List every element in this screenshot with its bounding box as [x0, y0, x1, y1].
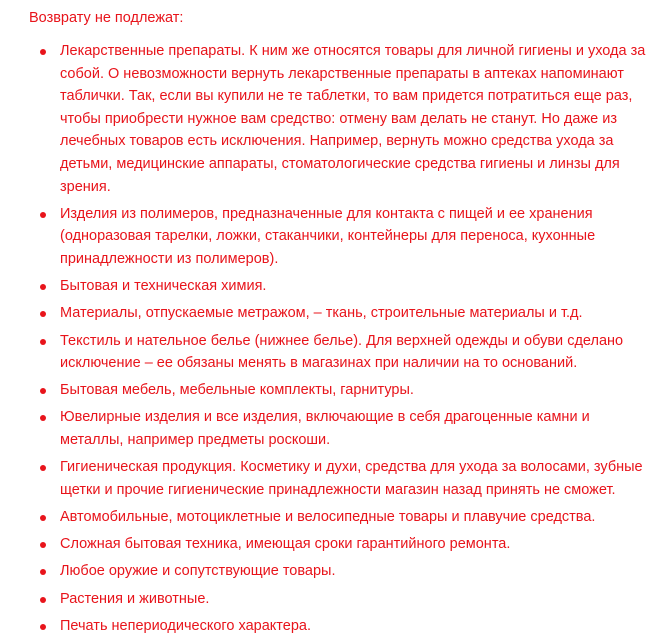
bullet-icon	[40, 339, 46, 345]
list-item-text: Материалы, отпускаемые метражом, – ткань, строительные материалы и т.д.	[60, 305, 583, 322]
list-item	[0, 40, 659, 198]
list-item	[0, 533, 659, 556]
list-item-text: Бытовая мебель, мебельные комплекты, гарнитуры.	[60, 382, 414, 399]
list-item-text: Бытовая и техническая химия.	[60, 278, 267, 295]
list-item	[0, 330, 659, 375]
bullet-icon	[40, 212, 46, 218]
list-item-text: Автомобильные, мотоциклетные и велосипедные товары и плавучие средства.	[60, 509, 596, 526]
bullet-icon	[40, 465, 46, 471]
list-item	[0, 275, 659, 298]
list-item	[0, 560, 659, 583]
list-item	[0, 406, 659, 451]
list-item	[0, 302, 659, 325]
non-returnable-items-list	[0, 40, 659, 642]
bullet-icon	[40, 284, 46, 290]
bullet-icon	[40, 597, 46, 603]
list-item-text: Любое оружие и сопутствующие товары.	[60, 563, 336, 580]
list-item-text: Гигиеническая продукция. Косметику и духи, средства для ухода за волосами, зубные щетки и прочие гигиенические принадлежности магазин назад принять не сможет.	[60, 459, 643, 498]
list-item	[0, 615, 659, 638]
bullet-icon	[40, 49, 46, 55]
list-item	[0, 588, 659, 611]
list-item	[0, 379, 659, 402]
list-item-text: Текстиль и нательное белье (нижнее белье). Для верхней одежды и обуви сделано исключение – ее обязаны менять в магазинах при наличии на то оснований.	[60, 332, 624, 372]
bullet-icon	[40, 542, 46, 548]
list-item-text: Сложная бытовая техника, имеющая сроки гарантийного ремонта.	[60, 536, 511, 553]
list-item	[0, 456, 659, 501]
list-heading: Возврату не подлежат:	[29, 10, 184, 26]
bullet-icon	[40, 388, 46, 394]
list-item	[0, 203, 659, 271]
list-item-text: Изделия из полимеров, предназначенные для контакта с пищей и ее хранения (одноразовая тарелки, ложки, стаканчики, контейнеры для переноса, кухонные принадлежности из полимеров).	[60, 205, 596, 267]
list-item	[0, 506, 659, 529]
bullet-icon	[40, 311, 46, 317]
list-item-text: Ювелирные изделия и все изделия, включающие в себя драгоценные камни и металлы, например предметы роскоши.	[60, 409, 590, 449]
bullet-icon	[40, 624, 46, 630]
bullet-icon	[40, 515, 46, 521]
list-item-text: Печать непериодического характера.	[60, 617, 311, 634]
list-item-text: Лекарственные препараты. К ним же относятся товары для личной гигиены и ухода за собой. О невозможности вернуть лекарственные препараты в аптеках напоминают таблички. Так, если вы купили не те таблетки, то вам придется потратиться еще раз, чтобы приобрести нужное вам средство: отмену вам делать не станут. Но даже из лечебных товаров есть исключения. Например, вернуть можно средства ухода за детьми, медицинские аппараты, стоматологические средства гигиены и линзы для зрения.	[60, 43, 646, 195]
list-item-text: Растения и животные.	[60, 590, 210, 607]
bullet-icon	[40, 415, 46, 421]
bullet-icon	[40, 569, 46, 575]
